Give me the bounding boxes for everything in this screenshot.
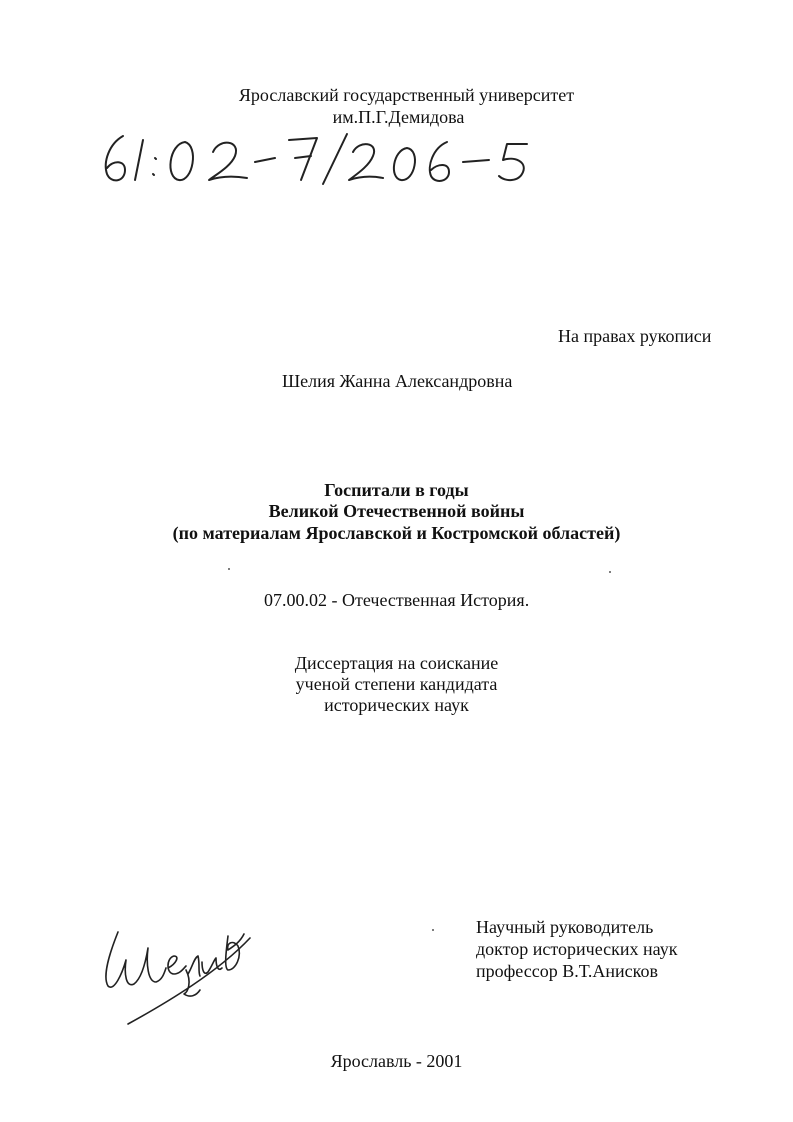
dissertation-line-1: Диссертация на соискание (294, 653, 499, 673)
university-name: Ярославский государственный университет (238, 85, 575, 105)
rights-notice: На правах рукописи (558, 326, 712, 346)
title-line-2: Великой Отечественной войны (268, 501, 525, 521)
supervisor-line-1: Научный руководитель (476, 917, 654, 937)
scan-speck (228, 568, 230, 570)
title-line-1: Госпитали в годы (324, 480, 469, 500)
university-named-after: им.П.Г.Демидова (332, 107, 465, 127)
dissertation-line-3: исторических наук (324, 695, 469, 715)
handwritten-signature (88, 912, 263, 1032)
title-line-3: (по материалам Ярославской и Костромской областей) (172, 523, 621, 543)
supervisor-line-2: доктор исторических наук (476, 939, 678, 959)
scan-speck (432, 929, 434, 931)
supervisor-line-3: профессор В.Т.Анисков (476, 961, 658, 981)
author-name: Шелия Жанна Александровна (282, 371, 513, 391)
dissertation-line-2: ученой степени кандидата (295, 674, 498, 694)
scan-speck (609, 571, 611, 573)
specialty-code: 07.00.02 - Отечественная История. (264, 590, 530, 610)
handwritten-archive-code (95, 128, 535, 190)
city-year: Ярославль - 2001 (330, 1051, 463, 1071)
